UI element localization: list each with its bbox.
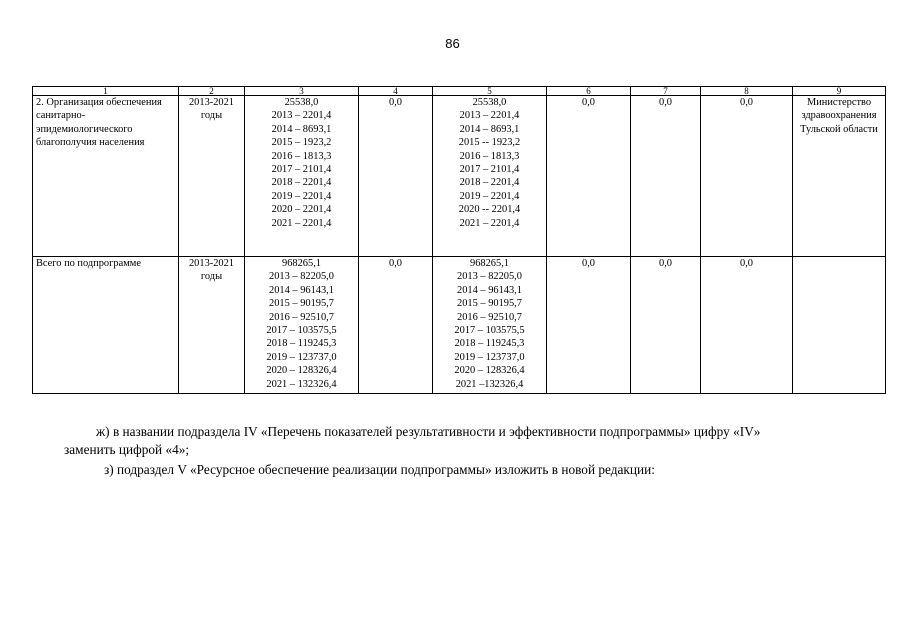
header-cell: 3 bbox=[245, 87, 359, 96]
funding-line: 2020 – 2201,4 bbox=[271, 204, 332, 216]
col4-value: 0,0 bbox=[359, 96, 433, 257]
col6-value: 0,0 bbox=[547, 257, 631, 394]
funding-line: 2017 – 103575,5 bbox=[266, 325, 337, 337]
total-funding-list bbox=[245, 257, 359, 394]
header-cell: 6 bbox=[547, 87, 631, 96]
header-cell: 8 bbox=[701, 87, 793, 96]
header-cell: 2 bbox=[179, 87, 245, 96]
funding-line: 968265,1 bbox=[282, 258, 321, 269]
col6-value: 0,0 bbox=[547, 96, 631, 257]
funding-line: 2020 – 128326,4 bbox=[266, 365, 337, 377]
funding-table bbox=[32, 86, 886, 394]
funding-line: 2015 – 90195,7 bbox=[269, 298, 334, 310]
total-funding-list bbox=[245, 96, 359, 257]
funding-line: 2020 – 128326,4 bbox=[454, 365, 525, 377]
funding-line: 2021 –132326,4 bbox=[455, 378, 524, 390]
header-cell: 7 bbox=[631, 87, 701, 96]
funding-line: 2015 -- 1923,2 bbox=[458, 137, 521, 149]
executor: Министерство здравоохранения Тульской области bbox=[793, 96, 886, 257]
header-cell: 5 bbox=[433, 87, 547, 96]
funding-line: 2019 – 2201,4 bbox=[459, 190, 520, 202]
table-row bbox=[33, 257, 886, 394]
funding-line: 2013 – 82205,0 bbox=[457, 271, 522, 283]
funding-line: 2019 – 123737,0 bbox=[454, 351, 525, 363]
funding-line: 2021 – 2201,4 bbox=[459, 217, 520, 229]
funding-line: 2018 – 119245,3 bbox=[454, 338, 525, 350]
executor bbox=[793, 257, 886, 394]
col5-funding-list bbox=[433, 257, 547, 394]
funding-line: 2016 – 92510,7 bbox=[269, 311, 334, 323]
col8-value: 0,0 bbox=[701, 96, 793, 257]
paragraph-zh-line2: заменить цифрой «4»; bbox=[64, 442, 190, 457]
funding-line: 2013 – 2201,4 bbox=[459, 110, 520, 122]
funding-line: 2021 – 2201,4 bbox=[271, 217, 332, 229]
funding-line: 2016 – 1813,3 bbox=[271, 150, 332, 162]
funding-line: 2014 – 8693,1 bbox=[459, 123, 520, 135]
funding-line: 2017 – 2101,4 bbox=[271, 164, 332, 176]
col7-value: 0,0 bbox=[631, 257, 701, 394]
page-number: 86 bbox=[445, 36, 460, 51]
header-row bbox=[33, 87, 886, 96]
funding-line: 2016 – 1813,3 bbox=[459, 150, 520, 162]
table-row bbox=[33, 96, 886, 257]
paragraph-zh-line1: ж) в названии подраздела IV «Перечень показателей результативности и эффективности подпрограммы» цифру «IV» bbox=[96, 424, 761, 439]
funding-line: 25538,0 bbox=[472, 97, 507, 108]
funding-line: 2015 – 1923,2 bbox=[271, 137, 332, 149]
funding-line: 2013 – 2201,4 bbox=[271, 110, 332, 122]
row-period: 2013-2021 годы bbox=[179, 257, 245, 394]
col8-value: 0,0 bbox=[701, 257, 793, 394]
funding-line: 2014 – 96143,1 bbox=[457, 284, 522, 296]
funding-line: 2018 – 2201,4 bbox=[459, 177, 520, 189]
row-name: Всего по подпрограмме bbox=[33, 257, 179, 394]
funding-line: 2016 – 92510,7 bbox=[457, 311, 522, 323]
funding-line: 968265,1 bbox=[470, 258, 509, 269]
funding-line: 2015 – 90195,7 bbox=[457, 298, 522, 310]
col7-value: 0,0 bbox=[631, 96, 701, 257]
funding-line: 2013 – 82205,0 bbox=[269, 271, 334, 283]
funding-line: 2019 – 2201,4 bbox=[271, 190, 332, 202]
funding-line: 2017 – 103575,5 bbox=[454, 325, 525, 337]
funding-line: 2020 -- 2201,4 bbox=[458, 204, 521, 216]
col4-value: 0,0 bbox=[359, 257, 433, 394]
header-cell: 9 bbox=[793, 87, 886, 96]
col5-funding-list bbox=[433, 96, 547, 257]
row-period: 2013-2021 годы bbox=[179, 96, 245, 257]
funding-line: 2014 – 96143,1 bbox=[269, 284, 334, 296]
funding-line: 2019 – 123737,0 bbox=[266, 351, 337, 363]
funding-line: 2014 – 8693,1 bbox=[271, 123, 332, 135]
funding-line: 25538,0 bbox=[284, 97, 319, 108]
paragraph-z-line: з) подраздел V «Ресурсное обеспечение реализации подпрограммы» изложить в новой редакции: bbox=[104, 462, 655, 477]
funding-line: 2021 – 132326,4 bbox=[266, 378, 337, 390]
funding-line: 2017 – 2101,4 bbox=[459, 164, 520, 176]
funding-line: 2018 – 2201,4 bbox=[271, 177, 332, 189]
row-name: 2. Организация обеспечения санитарно-эпидемиологического благополучия населения bbox=[33, 96, 179, 257]
header-cell: 4 bbox=[359, 87, 433, 96]
header-cell: 1 bbox=[33, 87, 179, 96]
funding-line: 2018 – 119245,3 bbox=[266, 338, 337, 350]
